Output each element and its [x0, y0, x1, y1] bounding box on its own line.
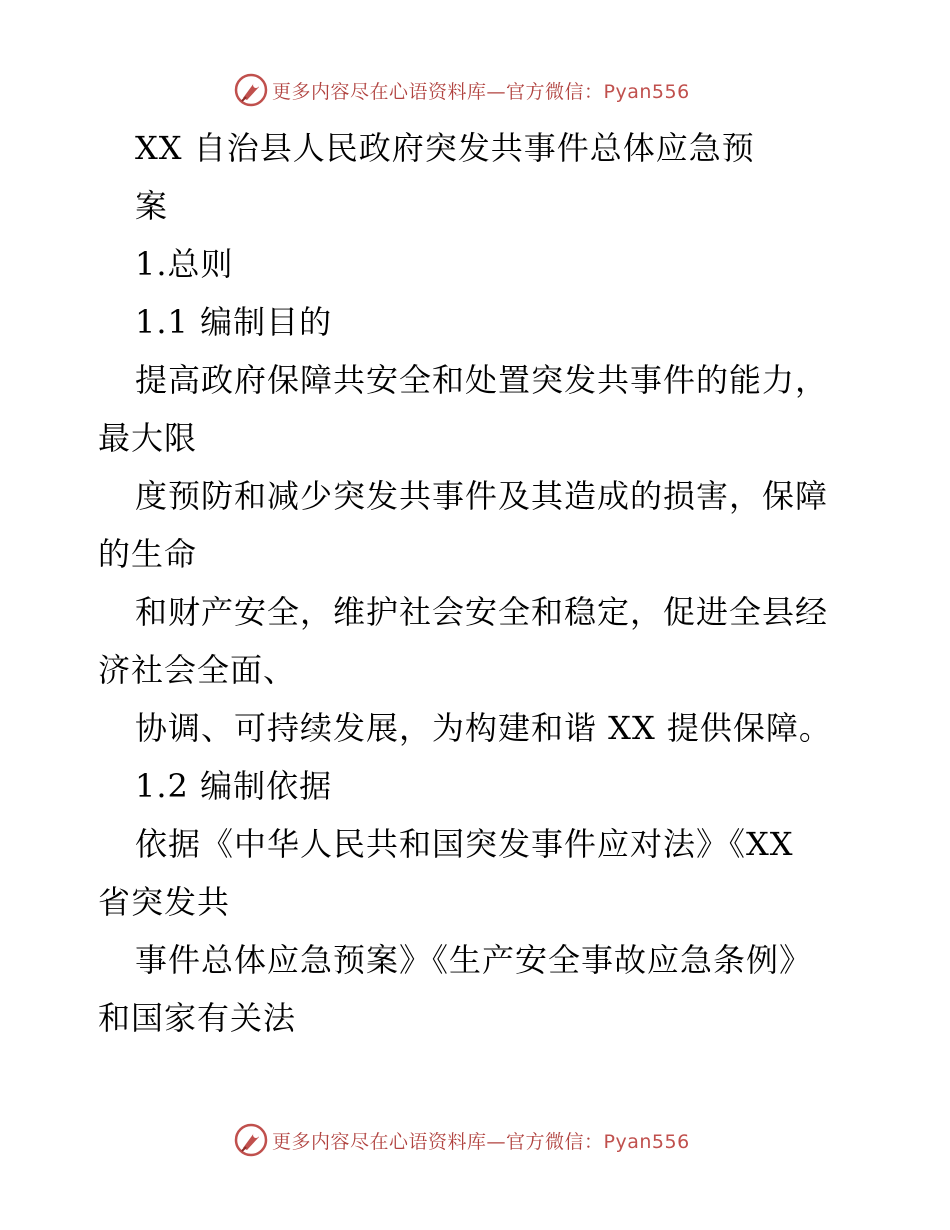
paragraph-line: 协调、可持续发展，为构建和谐 XX 提供保障。: [135, 709, 832, 747]
paragraph-line: 度预防和减少突发共事件及其造成的损害，保障: [135, 477, 829, 515]
doc-title-line-1: XX 自治县人民政府突发共事件总体应急预: [135, 129, 755, 167]
paragraph-line: 的生命: [98, 535, 198, 573]
subsection-heading-basis: 1.2 编制依据: [135, 767, 333, 805]
watermark-text: 更多内容尽在心语资料库—官方微信：Pyan556: [272, 1130, 690, 1153]
paragraph-line: 最大限: [98, 419, 198, 457]
header-watermark: [234, 72, 690, 108]
paragraph-line: 和财产安全，维护社会安全和稳定，促进全县经: [135, 593, 829, 631]
doc-title-line-2: 案: [135, 187, 169, 225]
paragraph-line: 省突发共: [98, 883, 231, 921]
paragraph-line: 事件总体应急预案》《生产安全事故应急条例》: [135, 941, 813, 979]
section-heading-general: 1.总则: [135, 245, 234, 283]
paragraph-line: 济社会全面、: [98, 651, 297, 689]
paragraph-line: 提高政府保障共安全和处置突发共事件的能力，: [135, 361, 829, 399]
paragraph-line: 依据《中华人民共和国突发事件应对法》《XX: [135, 825, 794, 863]
footer-watermark: [234, 1122, 690, 1158]
paragraph-line: 和国家有关法: [98, 999, 297, 1037]
pen-nib-seal-logo-icon: [234, 1123, 268, 1157]
subsection-heading-purpose: 1.1 编制目的: [135, 303, 333, 341]
watermark-text: 更多内容尽在心语资料库—官方微信：Pyan556: [272, 80, 690, 103]
pen-nib-seal-logo-icon: [234, 73, 268, 107]
